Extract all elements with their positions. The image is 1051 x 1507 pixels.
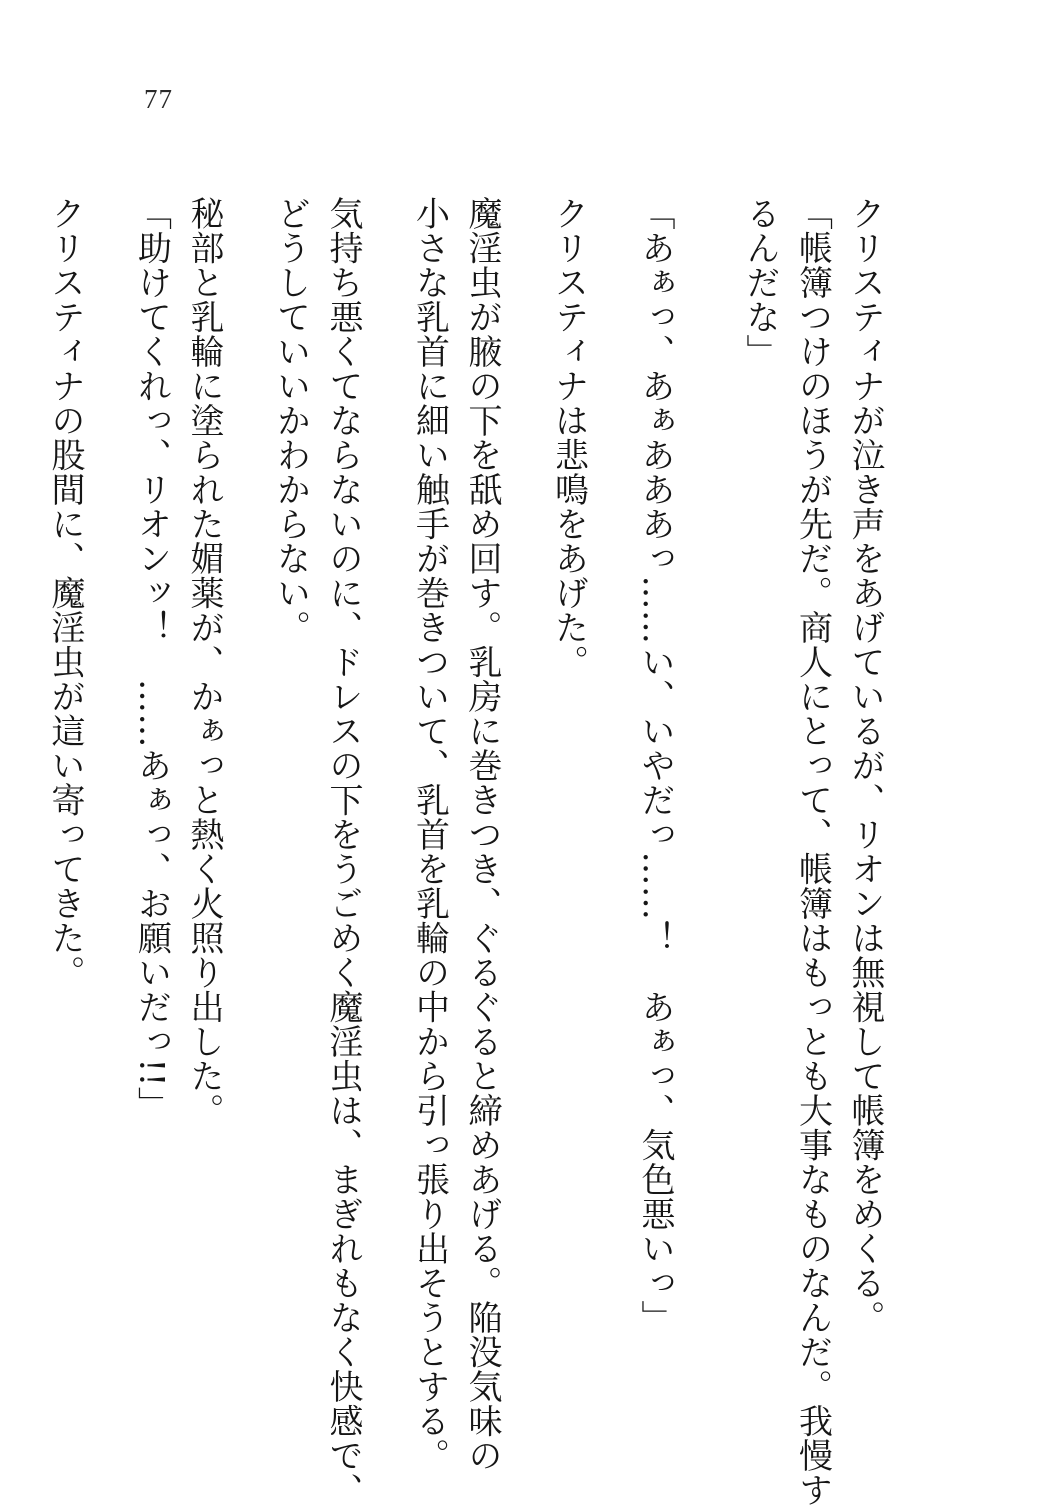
text-line [0,196,39,1386]
page-number: 77 [144,84,173,114]
text-line: クリスティナの股間に、魔淫虫が這い寄ってきた。 [45,196,85,990]
text-line: 「助けてくれっ、リオンッ！ ……あぁっ、お願いだっ!!」 [131,196,172,1122]
text-line: 秘部と乳輪に塗られた媚薬が、かぁっと熱く火照り出した。 [184,196,224,1128]
text-line: 魔淫虫が腋の下を舐め回す。乳房に巻きつき、ぐるぐると締めあげる。陥没気味の [462,196,502,1473]
text-line: 気持ち悪くてならないのに、ドレスの下をうごめく魔淫虫は、まぎれもなく快感で、 [323,196,363,1507]
blank-line [681,196,734,1386]
text-line: るんだな」 [740,196,780,369]
text-line: どうしていいかわからない。 [270,196,311,645]
text-line: クリスティナが泣き声をあげているが、リオンは無視して帳簿をめくる。 [845,196,885,1335]
text-line: 「帳簿つけのほうが先だ。商人にとって、帳簿はもっとも大事なものなんだ。我慢す [792,196,833,1507]
vertical-text-body [0,196,925,1507]
text-line: 「あぁっ、あぁあああっ……い、いやだっ……！ あぁっ、気色悪いっ」 [635,196,675,1335]
text-line: クリスティナは悲鳴をあげた。 [548,196,589,679]
text-line: 小さな乳首に細い触手が巻きついて、乳首を乳輪の中から引っ張り出そうとする。 [409,196,450,1473]
